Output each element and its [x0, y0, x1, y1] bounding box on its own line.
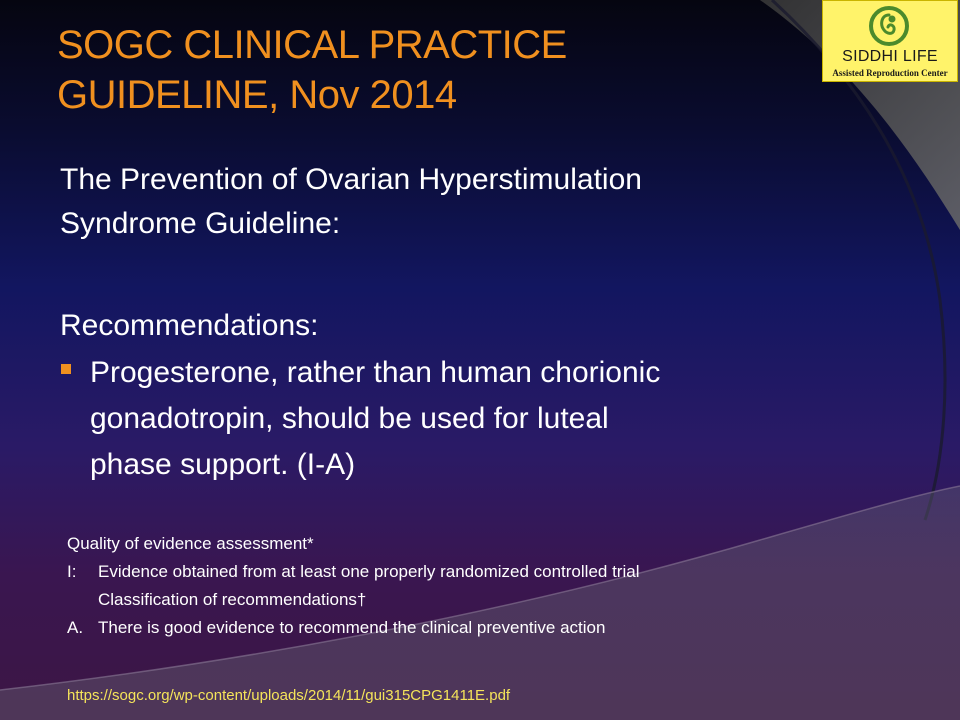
- logo-tagline: Assisted Reproduction Center: [832, 68, 948, 78]
- recommendation-item: [90, 350, 820, 488]
- guideline-subtitle: [60, 158, 820, 246]
- evidence-level-key: I:: [67, 562, 77, 581]
- subtitle-line-2: Syndrome Guideline:: [60, 207, 341, 240]
- source-url: https://sogc.org/wp-content/uploads/2014/11/gui315CPG1411E.pdf: [67, 687, 511, 704]
- recommendation-line-1: Progesterone, rather than human chorionic: [90, 356, 661, 389]
- recommendation-line-2: gonadotropin, should be used for luteal: [90, 402, 609, 435]
- grade-row: [67, 614, 606, 642]
- grade-key: A.: [67, 618, 84, 637]
- subtitle-line-1: The Prevention of Ovarian Hyperstimulation: [60, 163, 642, 196]
- title-line-2: GUIDELINE, Nov 2014: [57, 73, 457, 117]
- recommendations-heading: Recommendations:: [60, 309, 319, 342]
- bullet-square-icon: [61, 364, 71, 374]
- classification-heading: Classification of recommendations†: [98, 590, 367, 609]
- fetus-icon: [867, 5, 911, 47]
- evidence-level-text: Evidence obtained from at least one properly randomized controlled trial: [98, 562, 640, 581]
- recommendation-line-3: phase support. (I-A): [90, 448, 356, 481]
- slide-title: [57, 20, 797, 120]
- logo-name: SIDDHI LIFE: [842, 48, 938, 65]
- siddhi-life-logo: [822, 0, 958, 82]
- title-line-1: SOGC CLINICAL PRACTICE: [57, 23, 567, 67]
- evidence-level-row: [67, 558, 640, 586]
- evidence-legend: [67, 530, 640, 642]
- evidence-heading: Quality of evidence assessment*: [67, 534, 314, 553]
- grade-text: There is good evidence to recommend the clinical preventive action: [98, 618, 606, 637]
- classification-row: [67, 586, 367, 614]
